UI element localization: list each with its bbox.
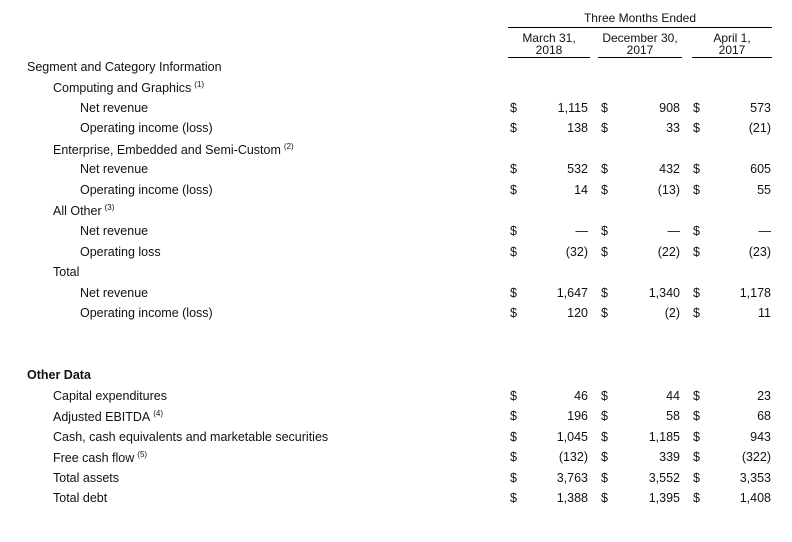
cell-value: 908: [659, 101, 680, 115]
currency-symbol: $: [510, 389, 517, 403]
cell-value: 1,647: [556, 286, 588, 300]
cell-value: 339: [659, 450, 680, 464]
cell-value: (2): [664, 306, 680, 320]
cell-value: 605: [750, 162, 771, 176]
footnote-ref: (3): [104, 203, 115, 212]
row-label: [53, 409, 163, 424]
cell-value: 55: [757, 183, 771, 197]
row-label: [80, 183, 213, 197]
cell-value: 23: [757, 389, 771, 403]
cell-value: (21): [748, 121, 771, 135]
row-label-text: All Other: [53, 204, 102, 218]
currency-symbol: $: [601, 162, 608, 176]
currency-symbol: $: [693, 224, 700, 238]
row-label: [27, 368, 91, 382]
row-label: [80, 121, 213, 135]
row-label-text: Net revenue: [80, 224, 149, 238]
currency-symbol: $: [693, 450, 700, 464]
table-row: [0, 306, 792, 324]
row-label-text: Computing and Graphics: [53, 81, 192, 95]
currency-symbol: $: [693, 101, 700, 115]
currency-symbol: $: [601, 491, 608, 505]
currency-symbol: $: [510, 450, 517, 464]
row-label: [80, 162, 148, 176]
cell-value: —: [575, 224, 588, 238]
table-row: [0, 286, 792, 304]
cell-value: 432: [659, 162, 680, 176]
header-col-2: [598, 32, 682, 56]
cell-value: 46: [574, 389, 588, 403]
row-label-text: Total assets: [53, 471, 120, 485]
currency-symbol: $: [601, 389, 608, 403]
header-col-3-line1: April 1,: [713, 31, 751, 45]
cell-value: 1,045: [556, 430, 588, 444]
table-row: [0, 203, 792, 221]
row-label: [53, 203, 114, 218]
table-row: [0, 430, 792, 448]
cell-value: —: [667, 224, 680, 238]
currency-symbol: $: [601, 450, 608, 464]
table-row: [0, 450, 792, 468]
cell-value: 44: [666, 389, 680, 403]
table-row: [0, 142, 792, 160]
currency-symbol: $: [601, 245, 608, 259]
cell-value: 196: [567, 409, 588, 423]
header-col-3-rule: [692, 57, 772, 58]
currency-symbol: $: [693, 121, 700, 135]
cell-value: (23): [748, 245, 771, 259]
header-col-2-line2: 2017: [626, 43, 654, 57]
cell-value: 14: [574, 183, 588, 197]
currency-symbol: $: [510, 491, 517, 505]
currency-symbol: $: [693, 245, 700, 259]
footnote-ref: (4): [153, 409, 164, 418]
row-label-text: Operating loss: [80, 245, 161, 259]
table-row: [0, 183, 792, 201]
row-label-text: Other Data: [27, 368, 91, 382]
table-row: [0, 409, 792, 427]
row-label-text: Free cash flow: [53, 451, 135, 465]
row-label: [80, 224, 148, 238]
currency-symbol: $: [693, 491, 700, 505]
cell-value: (22): [657, 245, 680, 259]
cell-value: 573: [750, 101, 771, 115]
header-col-2-rule: [598, 57, 682, 58]
footnote-ref: (2): [283, 142, 294, 151]
currency-symbol: $: [510, 245, 517, 259]
cell-value: 532: [567, 162, 588, 176]
cell-value: (322): [741, 450, 771, 464]
row-label: [53, 265, 79, 279]
cell-value: —: [758, 224, 771, 238]
header-group-rule: [508, 27, 772, 28]
table-row: [0, 224, 792, 242]
cell-value: 3,763: [556, 471, 588, 485]
row-label: [53, 450, 147, 465]
currency-symbol: $: [693, 162, 700, 176]
cell-value: 120: [567, 306, 588, 320]
cell-value: 11: [758, 306, 771, 320]
row-label-text: Operating income (loss): [80, 306, 213, 320]
currency-symbol: $: [510, 101, 517, 115]
currency-symbol: $: [601, 224, 608, 238]
currency-symbol: $: [601, 101, 608, 115]
currency-symbol: $: [601, 306, 608, 320]
cell-value: 1,115: [557, 101, 588, 115]
cell-value: (13): [657, 183, 680, 197]
currency-symbol: $: [510, 224, 517, 238]
cell-value: 1,340: [648, 286, 680, 300]
cell-value: 3,552: [648, 471, 680, 485]
row-label-text: Total: [53, 265, 80, 279]
cell-value: 1,185: [648, 430, 680, 444]
row-label-text: Net revenue: [80, 101, 149, 115]
table-row: [0, 389, 792, 407]
row-label: [80, 286, 148, 300]
table-row: [0, 491, 792, 509]
row-label: [53, 389, 167, 403]
cell-value: 1,395: [648, 491, 680, 505]
table-row: [0, 80, 792, 98]
cell-value: 1,178: [739, 286, 771, 300]
row-label-text: Segment and Category Information: [27, 60, 222, 74]
row-label-text: Cash, cash equivalents and marketable securities: [53, 430, 329, 444]
row-label-text: Net revenue: [80, 162, 149, 176]
currency-symbol: $: [510, 162, 517, 176]
row-label-text: Capital expenditures: [53, 389, 167, 403]
cell-value: (32): [565, 245, 588, 259]
header-col-1-line1: March 31,: [522, 31, 576, 45]
currency-symbol: $: [693, 471, 700, 485]
cell-value: 1,408: [739, 491, 771, 505]
row-label-text: Enterprise, Embedded and Semi-Custom: [53, 143, 281, 157]
header-col-1-rule: [508, 57, 590, 58]
table-row: [0, 60, 792, 78]
footnote-ref: (5): [137, 450, 148, 459]
currency-symbol: $: [693, 286, 700, 300]
footnote-ref: (1): [194, 80, 205, 89]
header-col-3-line2: 2017: [718, 43, 746, 57]
currency-symbol: $: [601, 121, 608, 135]
currency-symbol: $: [601, 471, 608, 485]
currency-symbol: $: [510, 121, 517, 135]
row-label-text: Adjusted EBITDA: [53, 410, 151, 424]
cell-value: (132): [558, 450, 588, 464]
cell-value: 1,388: [556, 491, 588, 505]
table-row: [0, 368, 792, 386]
currency-symbol: $: [693, 389, 700, 403]
currency-symbol: $: [510, 409, 517, 423]
row-label: [53, 430, 328, 444]
header-group-title: Three Months Ended: [583, 11, 697, 25]
header-col-2-line1: December 30,: [602, 31, 678, 45]
currency-symbol: $: [510, 286, 517, 300]
currency-symbol: $: [510, 183, 517, 197]
currency-symbol: $: [693, 183, 700, 197]
currency-symbol: $: [510, 306, 517, 320]
table-row: [0, 101, 792, 119]
row-label: [80, 245, 161, 259]
table-row: [0, 265, 792, 283]
row-label-text: Operating income (loss): [80, 183, 213, 197]
cell-value: 58: [666, 409, 680, 423]
table-row: [0, 162, 792, 180]
header-col-3: [692, 32, 772, 56]
row-label-text: Total debt: [53, 491, 108, 505]
header-col-1-line2: 2018: [535, 43, 563, 57]
currency-symbol: $: [510, 430, 517, 444]
table-row: [0, 471, 792, 489]
row-label: [53, 491, 107, 505]
row-label-text: Net revenue: [80, 286, 149, 300]
table-row: [0, 245, 792, 263]
currency-symbol: $: [601, 409, 608, 423]
row-label: [80, 101, 148, 115]
currency-symbol: $: [693, 306, 700, 320]
cell-value: 138: [567, 121, 588, 135]
currency-symbol: $: [693, 430, 700, 444]
row-label: [53, 142, 294, 157]
cell-value: 33: [666, 121, 680, 135]
row-label: [53, 471, 119, 485]
cell-value: 68: [757, 409, 771, 423]
currency-symbol: $: [510, 471, 517, 485]
currency-symbol: $: [601, 430, 608, 444]
row-label-text: Operating income (loss): [80, 121, 213, 135]
currency-symbol: $: [601, 286, 608, 300]
currency-symbol: $: [601, 183, 608, 197]
cell-value: 943: [750, 430, 771, 444]
row-label: [27, 60, 222, 74]
cell-value: 3,353: [739, 471, 771, 485]
row-label: [53, 80, 204, 95]
row-label: [80, 306, 213, 320]
table-row: [0, 121, 792, 139]
header-col-1: [508, 32, 590, 56]
currency-symbol: $: [693, 409, 700, 423]
